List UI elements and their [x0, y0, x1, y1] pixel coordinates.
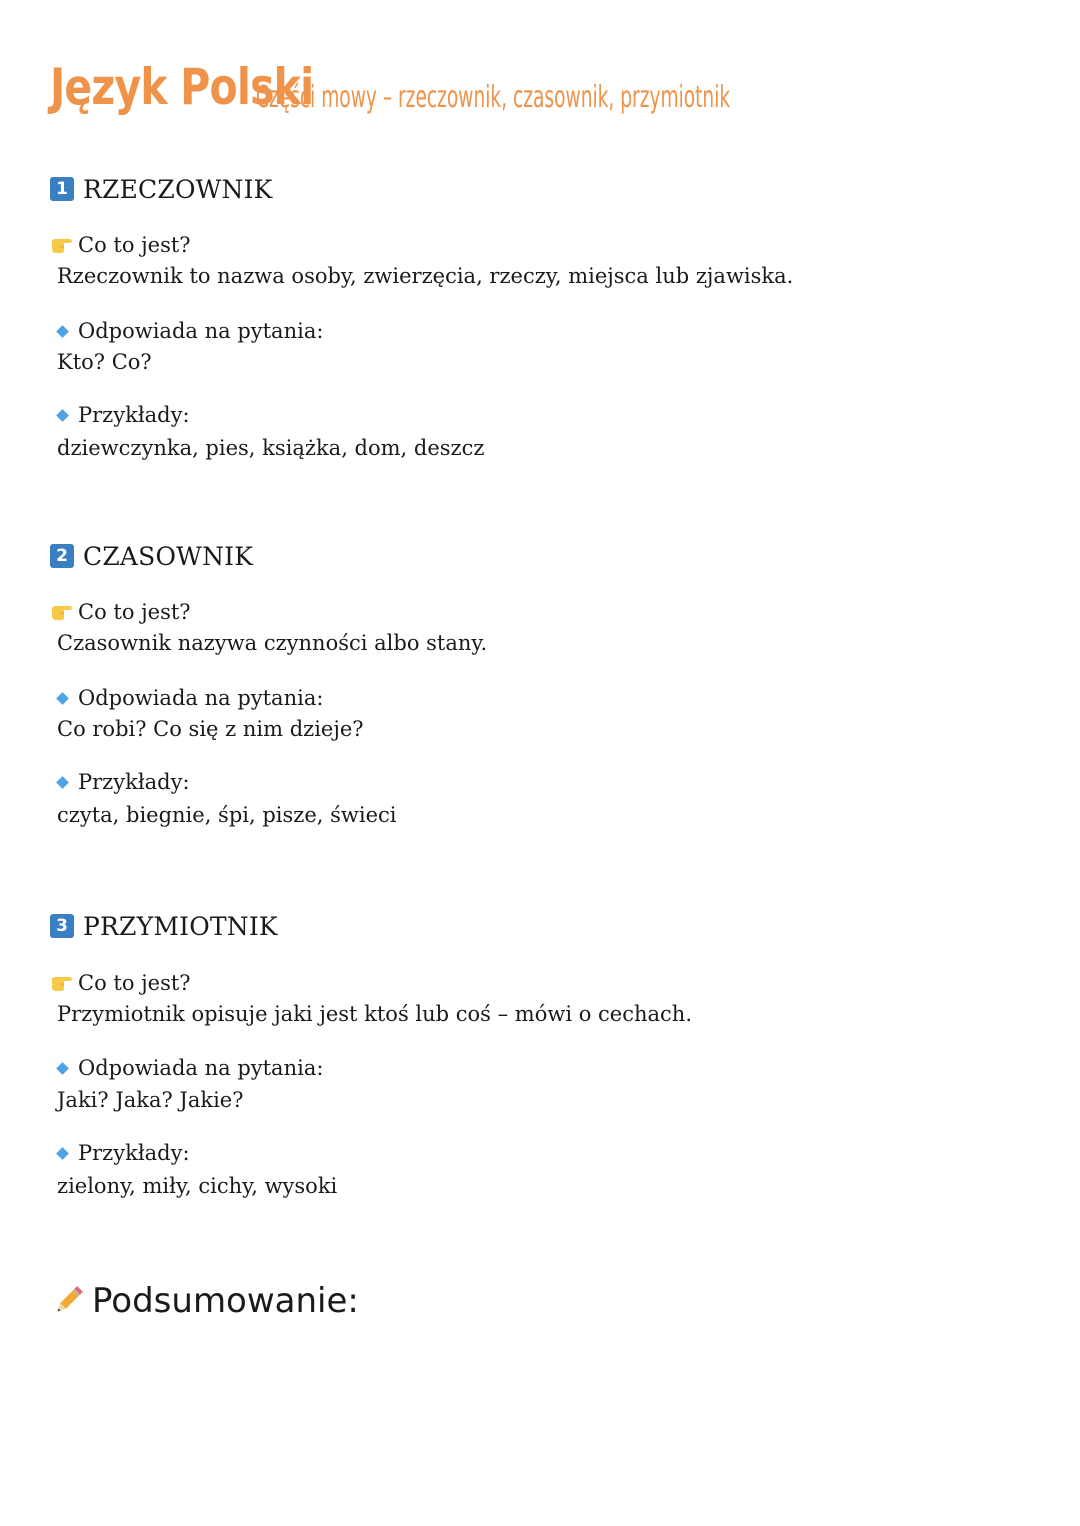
- examples-text: czyta, biegnie, śpi, pisze, świeci: [57, 803, 397, 827]
- section-heading: [50, 541, 1030, 571]
- pencil-icon: [50, 1283, 86, 1319]
- examples-label-row: [50, 769, 190, 795]
- questions-label-row: [50, 318, 323, 344]
- summary-label: Podsumowanie:: [92, 1281, 359, 1321]
- summary-heading: [50, 1281, 359, 1321]
- questions-label: Odpowiada na pytania:: [78, 686, 324, 710]
- section-przymiotnik: [50, 911, 1030, 1198]
- definition-text: Przymiotnik opisuje jaki jest ktoś lub coś – mówi o cechach.: [57, 1002, 692, 1026]
- pointing-hand-icon: [50, 603, 76, 621]
- definition-label: Co to jest?: [78, 233, 191, 257]
- questions-text: Jaki? Jaka? Jakie?: [57, 1088, 244, 1112]
- examples-label: Przykłady:: [78, 403, 190, 427]
- examples-label-row: [50, 402, 190, 428]
- definition-text: Czasownik nazywa czynności albo stany.: [57, 631, 488, 655]
- definition-label-row: [50, 970, 191, 996]
- diamond-bullet-icon: [56, 1147, 69, 1160]
- section-heading: [50, 911, 1030, 941]
- questions-label: Odpowiada na pytania:: [78, 1056, 324, 1080]
- definition-label: Co to jest?: [78, 600, 191, 624]
- diamond-bullet-icon: [56, 776, 69, 789]
- section-czasownik: [50, 541, 1030, 827]
- examples-label: Przykłady:: [78, 1141, 190, 1165]
- diamond-bullet-icon: [56, 325, 69, 338]
- number-badge: 1: [50, 177, 74, 201]
- number-badge: 3: [50, 914, 74, 938]
- diamond-bullet-icon: [56, 409, 69, 422]
- section-title: PRZYMIOTNIK: [83, 911, 278, 941]
- page-subtitle: Części mowy – rzeczownik, czasownik, przymiotnik: [256, 80, 731, 115]
- section-title: RZECZOWNIK: [83, 174, 273, 204]
- questions-text: Kto? Co?: [57, 350, 152, 374]
- page-header: [50, 58, 731, 116]
- definition-label: Co to jest?: [78, 971, 191, 995]
- questions-label-row: [50, 685, 323, 711]
- definition-text: Rzeczownik to nazwa osoby, zwierzęcia, rzeczy, miejsca lub zjawiska.: [57, 264, 794, 288]
- number-badge: 2: [50, 544, 74, 568]
- examples-label-row: [50, 1140, 190, 1166]
- examples-label: Przykłady:: [78, 770, 190, 794]
- pointing-hand-icon: [50, 236, 76, 254]
- section-heading: [50, 174, 1030, 204]
- questions-label: Odpowiada na pytania:: [78, 319, 324, 343]
- diamond-bullet-icon: [56, 1062, 69, 1075]
- section-title: CZASOWNIK: [83, 541, 254, 571]
- examples-text: zielony, miły, cichy, wysoki: [57, 1174, 338, 1198]
- section-rzeczownik: [50, 174, 1030, 460]
- page-title: Język Polski: [50, 58, 314, 116]
- pointing-hand-icon: [50, 974, 76, 992]
- examples-text: dziewczynka, pies, książka, dom, deszcz: [57, 436, 485, 460]
- diamond-bullet-icon: [56, 692, 69, 705]
- definition-label-row: [50, 599, 191, 625]
- definition-label-row: [50, 232, 191, 258]
- questions-label-row: [50, 1055, 323, 1081]
- questions-text: Co robi? Co się z nim dzieje?: [57, 717, 364, 741]
